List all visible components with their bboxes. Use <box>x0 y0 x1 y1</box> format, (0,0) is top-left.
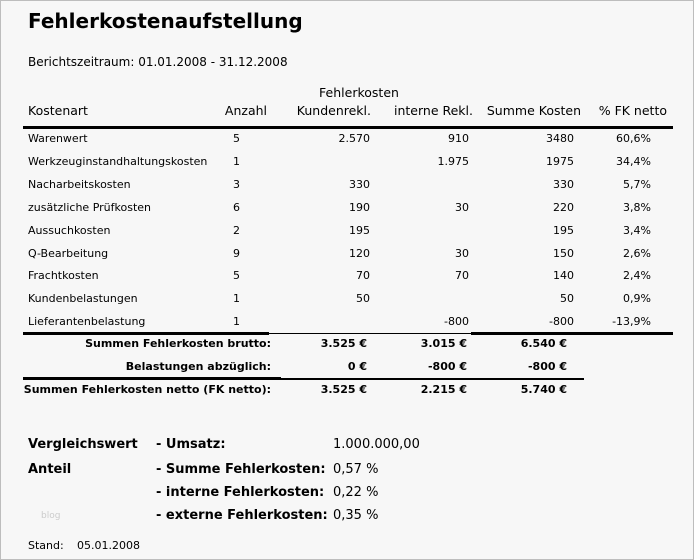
comparison-value: 1.000.000,00 <box>333 437 420 452</box>
sum-value: 3.015 € <box>420 337 467 350</box>
cell-kostenart: Q-Bearbeitung <box>28 246 109 260</box>
cell-kostenart: Nacharbeitskosten <box>28 177 131 191</box>
sum-value: -800 € <box>427 360 467 373</box>
cell-anzahl: 2 <box>233 223 240 237</box>
rule <box>23 332 269 335</box>
cell-summe: -800 <box>549 315 574 329</box>
share-label: Anteil <box>28 462 72 477</box>
cell-prozent: 3,4% <box>623 223 651 237</box>
cell-interne: 910 <box>448 132 469 145</box>
header-group: Fehlerkosten <box>319 85 399 100</box>
cell-prozent: 3,8% <box>623 200 651 214</box>
stand-label: Stand: <box>28 539 64 552</box>
sum-value: 3.525 € <box>320 337 367 350</box>
rule <box>471 332 673 335</box>
share-item-value: 0,35 % <box>333 508 379 523</box>
comparison-item: - Umsatz: <box>156 437 226 452</box>
cell-prozent: 0,9% <box>623 292 651 306</box>
col-summe: Summe Kosten <box>486 103 581 118</box>
sum-value: 5.740 € <box>520 383 567 396</box>
sum-label: Summen Fehlerkosten netto (FK netto): <box>23 383 271 396</box>
cell-anzahl: 3 <box>233 177 240 191</box>
share-item-label: - interne Fehlerkosten: <box>156 485 325 500</box>
col-kostenart: Kostenart <box>28 103 88 118</box>
cell-summe: 220 <box>553 200 574 214</box>
cell-summe: 195 <box>553 223 574 237</box>
cell-interne: 1.975 <box>437 154 469 168</box>
cell-prozent: 2,4% <box>623 269 651 283</box>
cell-summe: 50 <box>560 292 574 306</box>
col-prozent: % FK netto <box>598 103 667 118</box>
cell-summe: 1975 <box>546 154 574 168</box>
cell-kundenrekl: 50 <box>356 292 370 306</box>
cell-kundenrekl: 2.570 <box>338 132 370 145</box>
sum-value: -800 € <box>527 360 567 373</box>
watermark: blog <box>41 511 61 521</box>
cell-summe: 330 <box>553 177 574 191</box>
share-item-value: 0,22 % <box>333 485 379 500</box>
sum-label: Summen Fehlerkosten brutto: <box>85 337 271 350</box>
cell-kostenart: Kundenbelastungen <box>28 292 138 306</box>
cell-kostenart: Werkzeuginstandhaltungskosten <box>28 154 208 168</box>
cell-kundenrekl: 70 <box>356 269 370 283</box>
share-item-label: - Summe Fehlerkosten: <box>156 462 326 477</box>
share-item-label: - externe Fehlerkosten: <box>156 508 328 523</box>
report-period: Berichtszeitraum: 01.01.2008 - 31.12.2008 <box>28 55 288 69</box>
cell-prozent: 5,7% <box>623 177 651 191</box>
cell-kostenart: Aussuchkosten <box>28 223 111 237</box>
cell-kundenrekl: 120 <box>349 246 370 260</box>
cell-anzahl: 1 <box>233 154 240 168</box>
page-title: Fehlerkostenaufstellung <box>28 9 303 33</box>
cell-anzahl: 5 <box>233 132 240 145</box>
sum-value: 0 € <box>347 360 367 373</box>
share-item-value: 0,57 % <box>333 462 379 477</box>
header-rule <box>23 126 673 129</box>
cell-anzahl: 5 <box>233 269 240 283</box>
cell-kostenart: Warenwert <box>28 132 88 145</box>
rule <box>281 378 584 380</box>
cell-anzahl: 1 <box>233 315 240 329</box>
cell-anzahl: 9 <box>233 246 240 260</box>
cell-kundenrekl: 330 <box>349 177 370 191</box>
comparison-label: Vergleichswert <box>28 437 138 452</box>
cell-anzahl: 6 <box>233 200 240 214</box>
cell-summe: 3480 <box>546 132 574 145</box>
sum-value: 6.540 € <box>520 337 567 350</box>
cell-prozent: 60,6% <box>616 132 651 145</box>
cell-kundenrekl: 190 <box>349 200 370 214</box>
cell-interne: 70 <box>455 269 469 283</box>
col-anzahl: Anzahl <box>224 103 267 118</box>
cell-prozent: 2,6% <box>623 246 651 260</box>
rule <box>23 377 281 380</box>
cell-summe: 140 <box>553 269 574 283</box>
cell-interne: -800 <box>444 315 469 329</box>
sum-label: Belastungen abzüglich: <box>125 360 271 373</box>
cell-summe: 150 <box>553 246 574 260</box>
cell-prozent: 34,4% <box>616 154 651 168</box>
col-kundenrekl: Kundenrekl. <box>296 103 371 118</box>
rule <box>269 333 471 334</box>
cell-interne: 30 <box>455 200 469 214</box>
cell-kostenart: Frachtkosten <box>28 269 99 283</box>
cell-kundenrekl: 195 <box>349 223 370 237</box>
cell-interne: 30 <box>455 246 469 260</box>
sum-value: 3.525 € <box>320 383 367 396</box>
cell-kostenart: zusätzliche Prüfkosten <box>28 200 151 214</box>
cell-prozent: -13,9% <box>612 315 651 329</box>
cell-kostenart: Lieferantenbelastung <box>28 315 146 329</box>
cell-anzahl: 1 <box>233 292 240 306</box>
stand-date: 05.01.2008 <box>77 539 140 552</box>
col-interne: interne Rekl. <box>394 103 473 118</box>
sum-value: 2.215 € <box>420 383 467 396</box>
